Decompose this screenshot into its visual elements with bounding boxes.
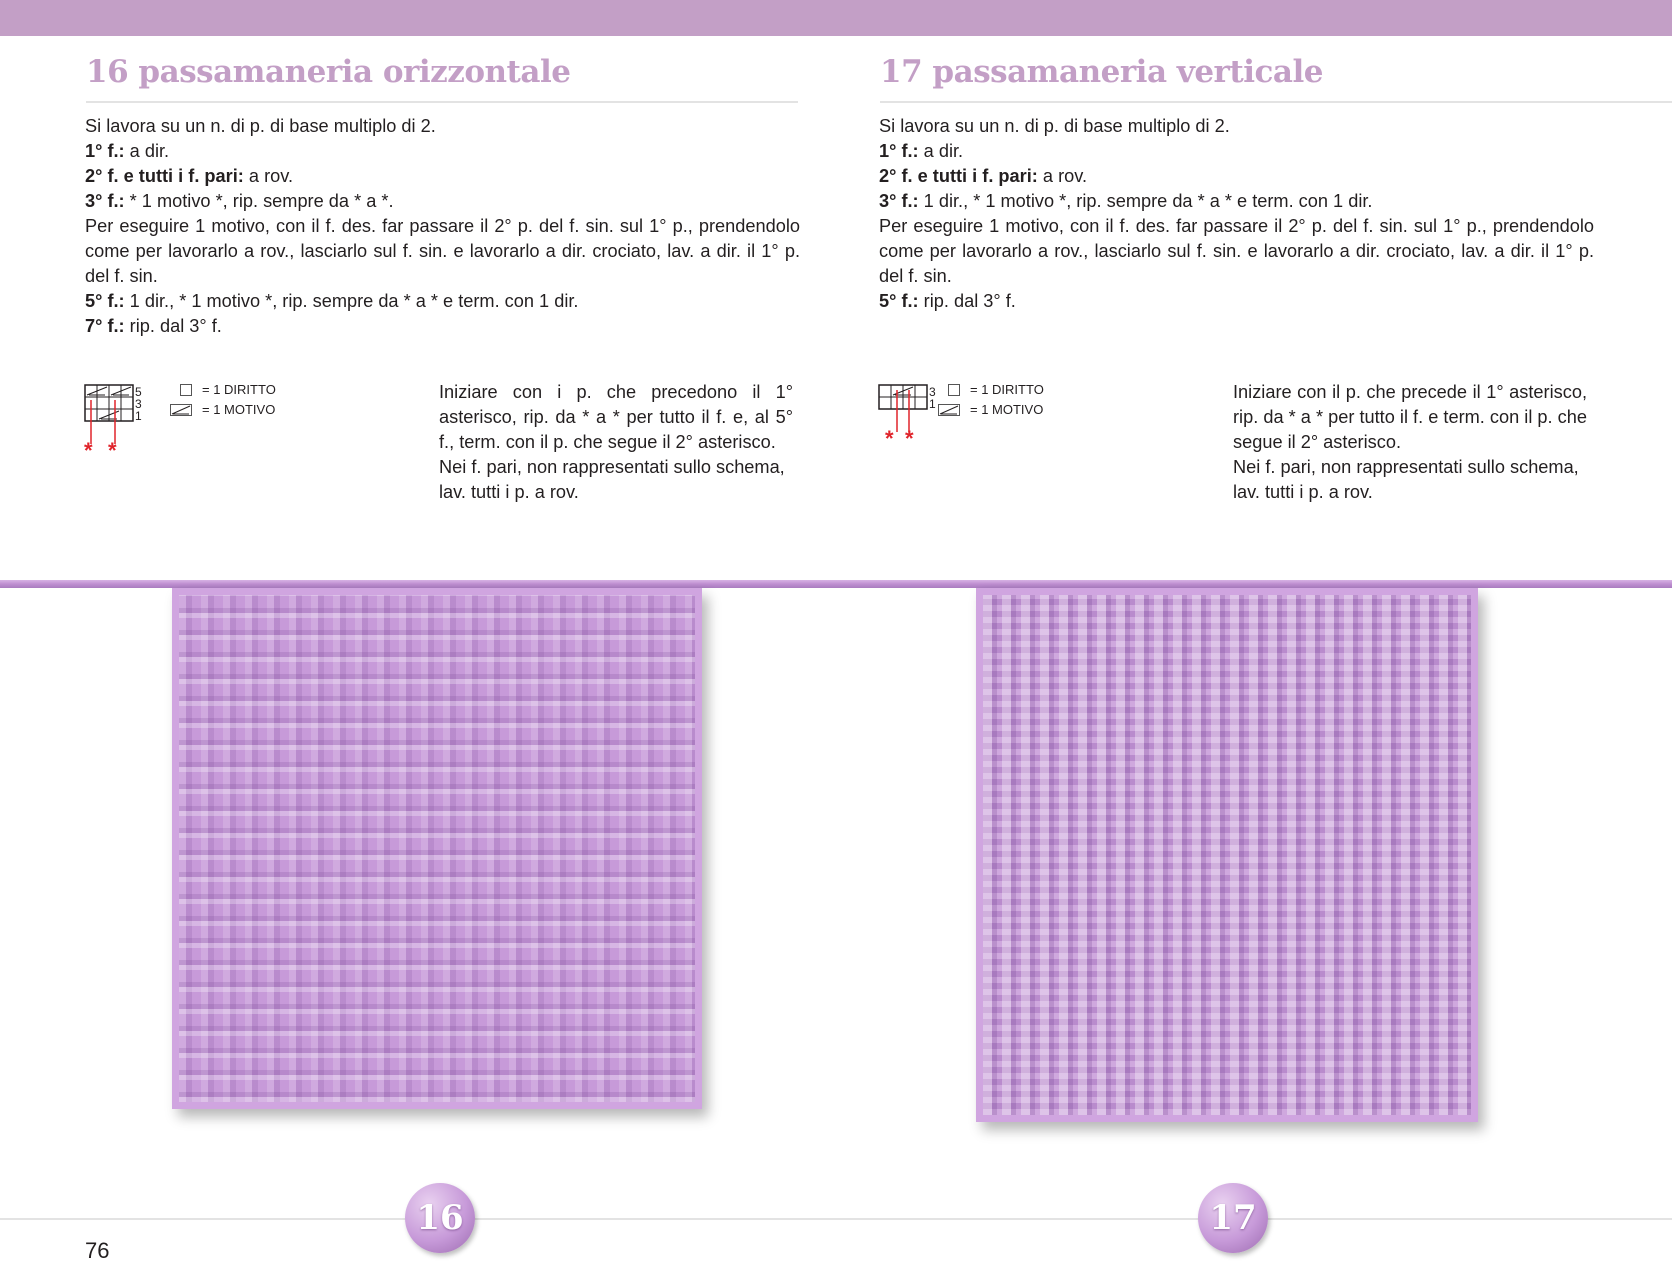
legend-motif: = 1 MOTIVO — [928, 400, 1044, 420]
repeat-asterisk: * — [84, 438, 93, 458]
motif-stitch-icon — [170, 404, 192, 416]
instruction-line: Si lavora su un n. di p. di base multiplo di 2. — [85, 116, 436, 136]
knit-stitch-icon — [948, 384, 960, 396]
repeat-asterisk: * — [885, 426, 894, 448]
right-title-rule — [880, 101, 1672, 103]
instruction-line: 2° f. e tutti i f. pari: a rov. — [85, 166, 294, 186]
page-number: 76 — [85, 1238, 110, 1263]
chart-row-number: 3 — [929, 385, 936, 399]
chart-row-number: 1 — [929, 397, 936, 411]
instruction-line: 5° f.: 1 dir., * 1 motivo *, rip. sempre da * a * e term. con 1 dir. — [85, 291, 579, 311]
repeat-asterisk: * — [905, 426, 914, 448]
right-pattern-title: 17 passamaneria verticale — [880, 54, 1323, 90]
yarn-strand — [0, 580, 1672, 588]
instruction-line: Per eseguire 1 motivo, con il f. des. far passare il 2° p. del f. sin. sul 1° p., prendendolo come per lavorarlo a rov., lasciarlo sul f. sin. e lavorarlo a dir. crociato, lav. a dir. il 1° p. del f. sin. — [879, 216, 1594, 286]
left-chart-legend — [160, 380, 276, 420]
left-title-rule — [86, 101, 798, 103]
instruction-line: 5° f.: rip. dal 3° f. — [879, 291, 1016, 311]
chart-row-number: 5 — [135, 385, 142, 399]
instruction-line: 3° f.: * 1 motivo *, rip. sempre da * a *. — [85, 191, 394, 211]
instruction-line: 3° f.: 1 dir., * 1 motivo *, rip. sempre da * a * e term. con 1 dir. — [879, 191, 1373, 211]
instruction-line: 1° f.: a dir. — [85, 141, 170, 161]
repeat-asterisk: * — [108, 438, 117, 458]
bottom-rule — [0, 1218, 1672, 1220]
left-stitch-chart — [80, 382, 152, 458]
yarn-ball-label-16: 16 — [405, 1183, 475, 1253]
instruction-line: Per eseguire 1 motivo, con il f. des. far passare il 2° p. del f. sin. sul 1° p., prendendolo come per lavorarlo a rov., lasciarlo sul f. sin. e lavorarlo a dir. crociato, lav. a dir. il 1° p. del f. sin. — [85, 216, 800, 286]
left-instructions — [85, 114, 800, 339]
top-color-band — [0, 0, 1672, 36]
left-pattern-title: 16 passamaneria orizzontale — [86, 54, 571, 90]
instruction-line: 7° f.: rip. dal 3° f. — [85, 316, 222, 336]
instruction-line: Si lavora su un n. di p. di base multiplo di 2. — [879, 116, 1230, 136]
left-chart-note: Iniziare con i p. che precedono il 1° asterisco, rip. da * a * per tutto il f. e, al 5° f., term. con il p. che segue il 2° asterisco. Nei f. pari, non rappresentati sullo schema, lav. tutti i p. a rov. — [439, 382, 793, 502]
motif-stitch-icon — [938, 404, 960, 416]
chart-row-number: 3 — [135, 397, 142, 411]
right-instructions — [879, 114, 1594, 314]
swatch-horizontal-braid — [172, 588, 702, 1109]
legend-knit: = 1 DIRITTO — [160, 380, 276, 400]
legend-motif: = 1 MOTIVO — [160, 400, 276, 420]
instruction-line: 1° f.: a dir. — [879, 141, 964, 161]
swatch-vertical-braid — [976, 588, 1478, 1122]
legend-knit: = 1 DIRITTO — [928, 380, 1044, 400]
right-chart-legend — [928, 380, 1044, 420]
right-chart-note: Iniziare con il p. che precede il 1° asterisco, rip. da * a * per tutto il f. e term. con il p. che segue il 2° asterisco. Nei f. pari, non rappresentati sullo schema, lav. tutti i p. a rov. — [1233, 382, 1587, 502]
instruction-line: 2° f. e tutti i f. pari: a rov. — [879, 166, 1088, 186]
yarn-ball-label-17: 17 — [1198, 1183, 1268, 1253]
knit-stitch-icon — [180, 384, 192, 396]
chart-row-number: 1 — [135, 409, 142, 423]
